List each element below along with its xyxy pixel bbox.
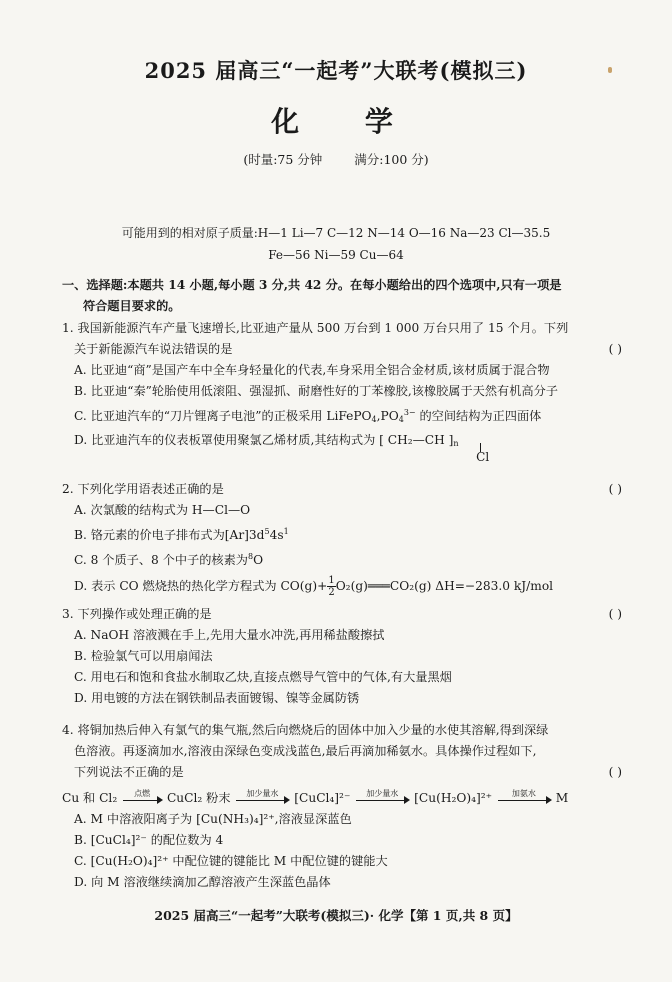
q2-option-d bbox=[62, 575, 622, 598]
chain-end: M bbox=[555, 791, 569, 805]
fraction-half bbox=[327, 575, 335, 598]
pvc-structure bbox=[379, 430, 490, 464]
arrow-3-shaft bbox=[356, 800, 408, 801]
q2-b-sup1: 5 bbox=[264, 527, 270, 536]
time-limit: (时量:75 分钟 bbox=[243, 152, 323, 167]
q1-option-c bbox=[62, 402, 622, 430]
exam-title: 2025 届高三“一起考”大联考(模拟三) bbox=[144, 58, 528, 83]
pvc-n: n bbox=[453, 439, 459, 448]
q2-answer-paren: ( ) bbox=[608, 482, 622, 496]
q4-stem-3: 下列说法不正确的是 bbox=[74, 765, 184, 779]
q3-option-b: B. 检验氯气可以用扇闻法 bbox=[74, 649, 213, 663]
q1-stem-2: 关于新能源汽车说法错误的是 bbox=[74, 342, 233, 356]
q1-c-sup: 3− bbox=[403, 408, 416, 417]
arrow-2 bbox=[236, 788, 288, 804]
q2-b-mid: 4s bbox=[269, 528, 284, 542]
q4-stem-2: 色溶液。再逐滴加水,溶液由深绿色变成浅蓝色,最后再滴加稀氨水。具体操作过程如下, bbox=[74, 744, 537, 758]
q2-stem-row bbox=[62, 479, 622, 500]
q1-c-sub: 4 bbox=[371, 415, 377, 424]
section-heading-line: 一、选择题:本题共 14 小题,每小题 3 分,共 42 分。在每小题给出的四个选项中,只有一项是 bbox=[62, 278, 562, 292]
atomic-mass-line-1: 可能用到的相对原子质量:H—1 Li—7 C—12 N—14 O—16 Na—23 Cl—35.5 bbox=[121, 226, 551, 240]
arrow-right-icon bbox=[404, 796, 410, 804]
q1-c-text: C. 比亚迪汽车的“刀片锂离子电池”的正极采用 LiFePO bbox=[74, 409, 372, 423]
q4-answer-paren: ( ) bbox=[608, 765, 622, 779]
q2-option-a: A. 次氯酸的结构式为 H—Cl—O bbox=[74, 503, 251, 517]
question-1 bbox=[62, 318, 622, 472]
q2-c-text: C. 8 个质子、8 个中子的核素为 bbox=[74, 553, 248, 567]
exam-meta bbox=[0, 150, 672, 168]
q2-b-sup2: 1 bbox=[283, 527, 289, 536]
section-heading-cont: 符合题目要求的。 bbox=[83, 299, 181, 313]
q2-stem: 2. 下列化学用语表述正确的是 bbox=[62, 482, 224, 496]
q1-c-sub2: 4 bbox=[398, 415, 404, 424]
q1-c-mid: ,PO bbox=[376, 409, 399, 423]
q3-option-a: A. NaOH 溶液溅在手上,先用大量水冲洗,再用稀盐酸擦拭 bbox=[74, 628, 385, 642]
pvc-chain: [ CH₂—CH ] bbox=[379, 433, 454, 447]
arrow-2-shaft bbox=[236, 800, 288, 801]
frac-den: 2 bbox=[328, 587, 335, 598]
chain-cu-aqua: [Cu(H₂O)₄]²⁺ bbox=[414, 791, 493, 805]
q2-c-mass: 8 bbox=[247, 552, 254, 561]
arrow-right-icon bbox=[284, 796, 290, 804]
section-heading bbox=[62, 275, 622, 317]
frac-num: 1 bbox=[328, 575, 335, 586]
q2-d-post: O₂(g)═══CO₂(g) ΔH=−283.0 kJ/mol bbox=[335, 579, 554, 593]
q3-option-c: C. 用电石和饱和食盐水制取乙炔,直接点燃导气管中的气体,有大量黑烟 bbox=[74, 670, 452, 684]
q4-option-b: B. [CuCl₄]²⁻ 的配位数为 4 bbox=[74, 833, 224, 847]
atomic-mass-info bbox=[0, 222, 672, 266]
q1-c-post: 的空间结构为正四面体 bbox=[415, 409, 542, 423]
q1-answer-paren: ( ) bbox=[608, 342, 622, 356]
question-2 bbox=[62, 479, 622, 598]
chain-cucl2: CuCl₂ 粉末 bbox=[166, 791, 231, 805]
q3-option-d: D. 用电镀的方法在钢铁制品表面镀锡、镍等金属防锈 bbox=[74, 691, 360, 705]
q1-d-text: D. 比亚迪汽车的仪表板罩使用聚氯乙烯材质,其结构式为 bbox=[74, 433, 376, 447]
arrow-1 bbox=[123, 788, 161, 804]
q3-stem-row bbox=[62, 604, 622, 625]
arrow-1-label: 点燃 bbox=[134, 788, 151, 798]
q2-option-c bbox=[62, 546, 622, 571]
q2-d-text: D. 表示 CO 燃烧热的热化学方程式为 CO(g)+ bbox=[74, 579, 328, 593]
q3-stem: 3. 下列操作或处理正确的是 bbox=[62, 607, 212, 621]
question-4 bbox=[62, 720, 622, 893]
q2-c-element: O bbox=[253, 553, 264, 567]
pvc-cl: Cl bbox=[476, 450, 490, 464]
q4-option-c: C. [Cu(H₂O)₄]²⁺ 中配位键的键能比 M 中配位键的键能大 bbox=[74, 854, 388, 868]
arrow-4-shaft bbox=[498, 800, 550, 801]
question-3 bbox=[62, 604, 622, 709]
arrow-3 bbox=[356, 788, 408, 804]
q4-stem-1: 4. 将铜加热后伸入有氯气的集气瓶,然后向燃烧后的固体中加入少量的水使其溶解,得到深绿 bbox=[62, 723, 549, 737]
chain-start: Cu 和 Cl₂ bbox=[62, 791, 118, 805]
q4-stem-3-row bbox=[62, 762, 622, 783]
arrow-4-label: 加氨水 bbox=[511, 788, 536, 798]
q1-option-b: B. 比亚迪“秦”轮胎使用低滚阻、强湿抓、耐磨性好的丁苯橡胶,该橡胶属于天然有机高分子 bbox=[74, 384, 558, 398]
atomic-mass-line-2: Fe—56 Ni—59 Cu—64 bbox=[268, 248, 404, 262]
arrow-1-shaft bbox=[123, 800, 161, 801]
arrow-4 bbox=[498, 788, 550, 804]
q3-answer-paren: ( ) bbox=[608, 607, 622, 621]
arrow-right-icon bbox=[546, 796, 552, 804]
q4-option-d: D. 向 M 溶液继续滴加乙醇溶液产生深蓝色晶体 bbox=[74, 875, 331, 889]
q1-option-a: A. 比亚迪“商”是国产车中全车身轻量化的代表,车身采用全铝合金材质,该材质属于混合物 bbox=[74, 363, 550, 377]
arrow-3-label: 加少量水 bbox=[366, 788, 399, 798]
full-score: 满分:100 分) bbox=[354, 152, 429, 167]
reaction-chain bbox=[62, 788, 622, 809]
q1-stem-1: 1. 我国新能源汽车产量飞速增长,比亚迪产量从 500 万台到 1 000 万台只用了 15 个月。下列 bbox=[62, 321, 569, 335]
q2-option-b bbox=[62, 521, 622, 546]
page-footer: 2025 届高三“一起考”大联考(模拟三)· 化学【第 1 页,共 8 页】 bbox=[154, 908, 518, 923]
chain-cucl4: [CuCl₄]²⁻ bbox=[294, 791, 351, 805]
q1-stem-2-row bbox=[62, 339, 622, 360]
arrow-2-label: 加少量水 bbox=[246, 788, 279, 798]
q4-option-a: A. M 中溶液阳离子为 [Cu(NH₃)₄]²⁺,溶液显深蓝色 bbox=[74, 812, 352, 826]
q2-b-text: B. 铬元素的价电子排布式为[Ar]3d bbox=[74, 528, 265, 542]
arrow-right-icon bbox=[157, 796, 163, 804]
subject-title: 化 学 bbox=[271, 105, 421, 138]
q1-option-d bbox=[62, 430, 622, 472]
